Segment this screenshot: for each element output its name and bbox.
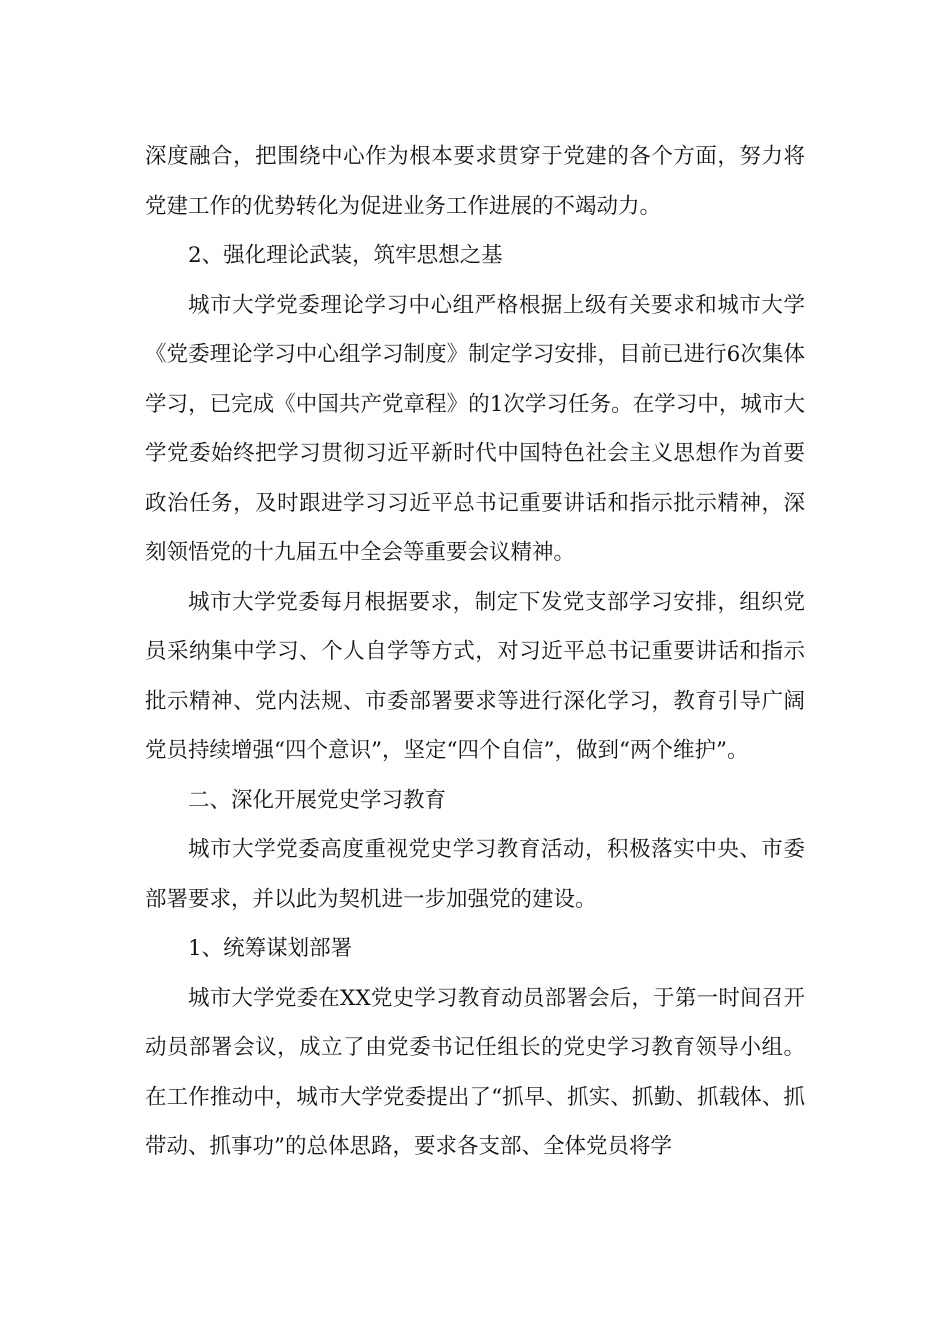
paragraph-theory-study: 城市大学党委理论学习中心组严格根据上级有关要求和城市大学《党委理论学习中心组学习制度》制定学习安排，目前已进行6次集体学习，已完成《中国共产党章程》的1次学习任务。在学习中，城市大学党委始终把学习贯彻习近平新时代中国特色社会主义思想作为首要政治任务，及时跟进学习习近平总书记重要讲话和指示批示精神，深刻领悟党的十九届五中全会等重要会议精神。 bbox=[145, 292, 805, 565]
document-body bbox=[145, 132, 805, 1172]
paragraph-monthly-study: 城市大学党委每月根据要求，制定下发党支部学习安排，组织党员采纳集中学习、个人自学等方式，对习近平总书记重要讲话和指示批示精神、党内法规、市委部署要求等进行深化学习，教育引导广阔党员持续增强“四个意识”，坚定“四个自信”，做到“两个维护”。 bbox=[145, 589, 805, 763]
section-heading-ii: 二、深化开展党史学习教育 bbox=[188, 787, 447, 813]
section-heading-1: 1、统筹谋划部署 bbox=[188, 936, 353, 961]
section-heading-2: 2、强化理论武装，筑牢思想之基 bbox=[188, 243, 503, 268]
paragraph-planning: 城市大学党委在XX党史学习教育动员部署会后，于第一时间召开动员部署会议，成立了由党委书记任组长的党史学习教育领导小组。在工作推动中，城市大学党委提出了“抓早、抓实、抓勤、抓载体、抓带动、抓事功”的总体思路，要求各支部、全体党员将学 bbox=[145, 985, 805, 1159]
paragraph-party-history: 城市大学党委高度重视党史学习教育活动，积极落实中央、市委部署要求，并以此为契机进一步加强党的建设。 bbox=[145, 837, 805, 912]
paragraph-continuation: 深度融合，把围绕中心作为根本要求贯穿于党建的各个方面，努力将党建工作的优势转化为促进业务工作进展的不竭动力。 bbox=[145, 144, 805, 219]
